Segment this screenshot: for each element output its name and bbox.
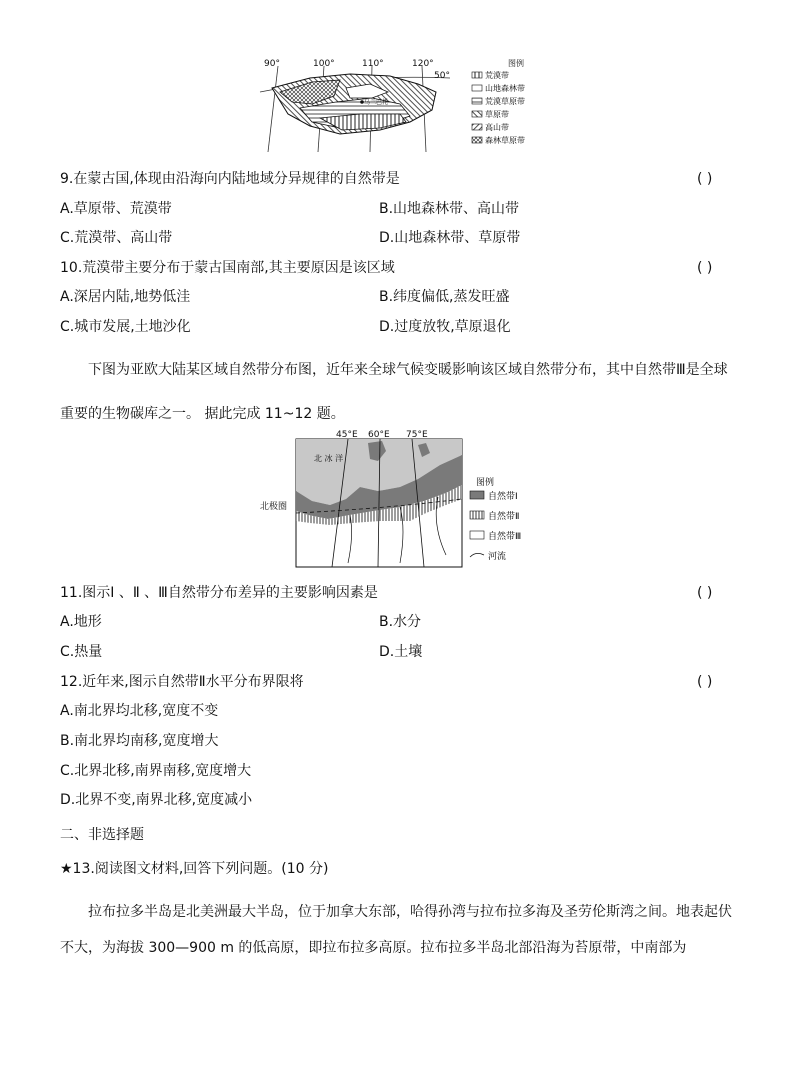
map2-legend-item: 自然带Ⅲ — [488, 532, 522, 542]
q10-option-d: D.过度放牧,草原退化 — [379, 319, 511, 335]
q12-option-d: D.北界不变,南界北移,宽度减小 — [60, 792, 253, 808]
q10-option-b: B.纬度偏低,蒸发旺盛 — [379, 289, 510, 305]
map2-legend-item: 自然带Ⅱ — [488, 512, 520, 522]
q12-option-c: C.北界北移,南界南移,宽度增大 — [60, 763, 252, 779]
q9-answer-bracket: ( ) — [697, 171, 713, 187]
map1-lon-110: 110° — [362, 59, 384, 69]
map2-ocean-label: 北 冰 洋 — [314, 454, 344, 463]
q10-option-c: C.城市发展,土地沙化 — [60, 319, 191, 335]
map1-legend-item: 森林草原带 — [485, 136, 525, 145]
map1-legend-item: 草原带 — [485, 110, 509, 119]
q10-stem: 10.荒漠带主要分布于蒙古国南部,其主要原因是该区域 — [60, 260, 395, 276]
q9-option-c: C.荒漠带、高山带 — [60, 230, 173, 246]
q10-answer-bracket: ( ) — [697, 260, 713, 276]
q11-option-c: C.热量 — [60, 644, 103, 660]
mongolia-map-svg — [250, 52, 550, 162]
eurasia-natural-zone-map — [250, 425, 550, 570]
q11-stem: 11.图示Ⅰ 、Ⅱ 、Ⅲ自然带分布差异的主要影响因素是 — [60, 585, 378, 601]
map2-legend-item: 自然带Ⅰ — [488, 492, 518, 502]
map2-arctic-circle-label: 北极圈 — [260, 502, 288, 512]
map1-city-label: 乌兰巴托 — [364, 99, 389, 106]
q10-option-a: A.深居内陆,地势低洼 — [60, 289, 191, 305]
map1-legend-item: 荒漠草原带 — [485, 97, 525, 106]
map2-legend-title: 图例 — [476, 478, 495, 488]
map2-legend — [470, 490, 521, 562]
map2-legend-item: 河流 — [488, 552, 507, 562]
map2-lon-45: 45°E — [336, 430, 358, 440]
q9-option-b: B.山地森林带、高山带 — [379, 201, 520, 217]
q9-option-a: A.草原带、荒漠带 — [60, 201, 172, 217]
map1-lon-90: 90° — [264, 59, 280, 69]
map1-lon-120: 120° — [412, 59, 434, 69]
q13-stem: ★13.阅读图文材料,回答下列问题。(10 分) — [60, 861, 329, 877]
map2-lon-60: 60°E — [368, 430, 390, 440]
q13-paragraph: 拉布拉多半岛是北美洲最大半岛，位于加拿大东部，哈得孙湾与拉布拉多海及圣劳伦斯湾之间。地表起伏不大，为海拔 300—900 m 的低高原，即拉布拉多高原。拉布拉多半岛北部沿海为苔原带，中南部为 — [60, 904, 732, 956]
map1-legend-item: 高山带 — [485, 123, 509, 132]
q11-option-b: B.水分 — [379, 614, 422, 630]
q11-option-a: A.地形 — [60, 614, 102, 630]
eurasia-map-svg — [250, 425, 550, 570]
map1-legend — [472, 70, 525, 145]
section2-title: 二、非选择题 — [60, 827, 144, 843]
q9-stem: 9.在蒙古国,体现由沿海向内陆地域分异规律的自然带是 — [60, 171, 400, 187]
q11-option-d: D.土壤 — [379, 644, 423, 660]
q12-option-b: B.南北界均南移,宽度增大 — [60, 733, 219, 749]
map1-lon-100: 100° — [313, 59, 335, 69]
map2-lon-75: 75°E — [406, 430, 428, 440]
map1-legend-item: 山地森林带 — [485, 84, 525, 93]
intro-paragraph: 下图为亚欧大陆某区域自然带分布图，近年来全球气候变暖影响该区域自然带分布，其中自然带Ⅲ是全球重要的生物碳库之一。 据此完成 11~12 题。 — [60, 362, 728, 422]
map1-legend-title: 图例 — [508, 59, 524, 68]
q12-stem: 12.近年来,图示自然带Ⅱ水平分布界限将 — [60, 674, 304, 690]
map1-lat-50: 50° — [434, 71, 450, 81]
mongolia-natural-zone-map — [250, 52, 550, 162]
q12-option-a: A.南北界均北移,宽度不变 — [60, 703, 219, 719]
q9-option-d: D.山地森林带、草原带 — [379, 230, 521, 246]
q11-answer-bracket: ( ) — [697, 585, 713, 601]
map1-legend-item: 荒漠带 — [485, 71, 509, 80]
q12-answer-bracket: ( ) — [697, 674, 713, 690]
